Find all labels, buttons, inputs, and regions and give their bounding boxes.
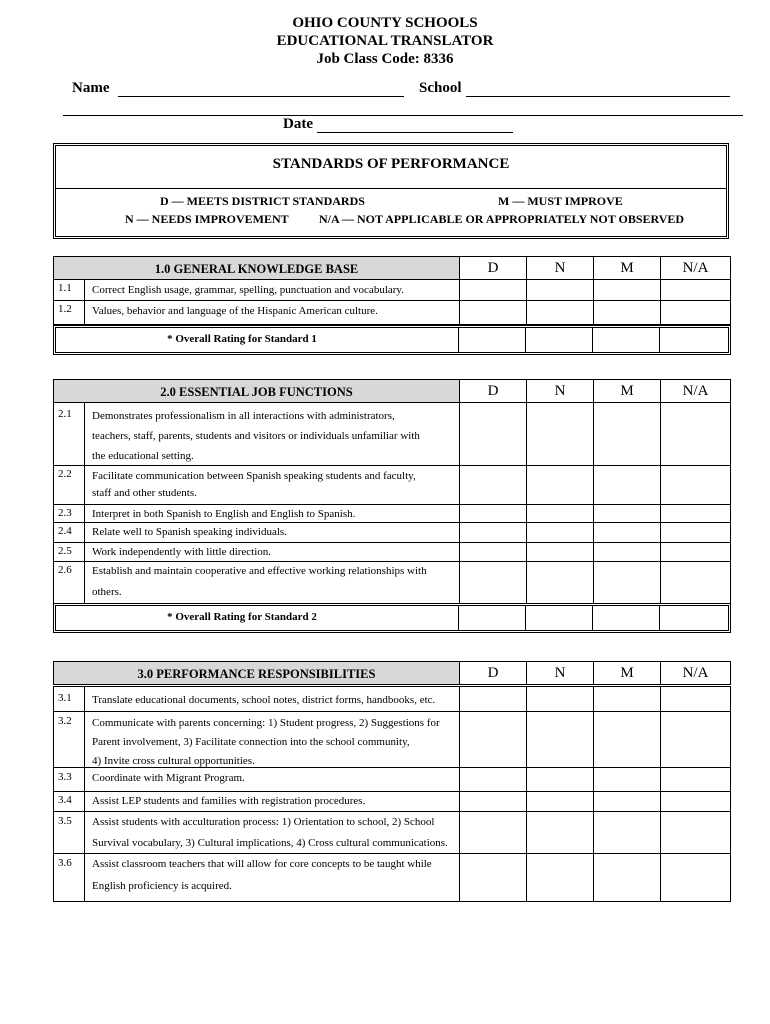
item-number: 3.1 [58,692,72,704]
item-number: 2.2 [58,468,72,480]
col-divider [526,280,527,324]
section-title: 1.0 GENERAL KNOWLEDGE BASE [154,262,359,276]
col-divider [659,606,660,630]
items-table [53,279,731,325]
item-text-line: Work independently with little direction. [92,546,272,558]
item-text-line: others. [92,586,122,598]
section-title: 3.0 PERFORMANCE RESPONSIBILITIES [137,667,376,681]
item-number: 2.4 [58,525,72,537]
item-text: Values, behavior and language of the Hispanic American culture. [92,305,378,317]
row-divider [54,711,730,712]
item-text-line: Facilitate communication between Spanish speaking students and faculty, [92,470,416,482]
item-number: 2.6 [58,564,72,576]
item-text-line: Relate well to Spanish speaking individuals. [92,526,287,538]
item-number: 3.3 [58,771,72,783]
item-text-line: teachers, staff, parents, students and visitors or individuals unfamiliar with [92,430,420,442]
item-number: 1.1 [58,282,72,294]
legend-d: D — MEETS DISTRICT STANDARDS [160,194,365,208]
col-divider [458,606,459,630]
col-n-header: N [526,380,593,402]
overall-rating-row [53,603,731,633]
name-field[interactable] [118,96,404,97]
standards-divider [56,188,726,189]
col-divider [660,280,661,324]
item-text-line: Establish and maintain cooperative and effective working relationships with [92,565,427,577]
school-label: School [419,80,462,96]
item-number: 2.1 [58,408,72,420]
col-divider [660,687,661,901]
col-m-header: M [593,380,660,402]
section-header [53,661,731,685]
col-n-header: N [526,257,593,279]
legend-n: N — NEEDS IMPROVEMENT [125,212,289,226]
position-title: EDUCATIONAL TRANSLATOR [276,33,494,49]
standards-title: STANDARDS OF PERFORMANCE [272,156,510,172]
item-text-line: Demonstrates professionalism in all interactions with administrators, [92,410,395,422]
col-divider [593,687,594,901]
item-text-line: Assist students with acculturation process: 1) Orientation to school, 2) School [92,816,435,828]
school-field[interactable] [466,96,730,97]
item-text-line: Interpret in both Spanish to English and English to Spanish. [92,508,356,520]
item-text-line: Survival vocabulary, 3) Cultural implications, 4) Cross cultural communications. [92,837,448,849]
col-divider [525,328,526,352]
name-label: Name [72,80,110,96]
col-d-header: D [459,257,526,279]
col-d-header: D [459,662,526,684]
col-na-header: N/A [660,257,730,279]
col-n-header: N [526,662,593,684]
item-text-line: Translate educational documents, school notes, district forms, handbooks, etc. [92,694,436,706]
col-divider [593,280,594,324]
item-text-line: English proficiency is acquired. [92,880,232,892]
overall-rating-row [53,325,731,355]
col-d-header: D [459,380,526,402]
standards-box [53,143,729,239]
item-text-line: Communicate with parents concerning: 1) Student progress, 2) Suggestions for [92,717,440,729]
col-divider [592,606,593,630]
num-col-divider [84,403,85,603]
items-table [53,686,731,902]
item-number: 3.4 [58,794,72,806]
date-label: Date [283,116,313,132]
overall-rating-label: * Overall Rating for Standard 1 [167,333,317,345]
legend-na: N/A — NOT APPLICABLE OR APPROPRIATELY NOT OBSERVED [319,212,685,226]
section-header [53,379,731,403]
section-header [53,256,731,280]
col-na-header: N/A [660,662,730,684]
col-divider [526,403,527,603]
num-col-divider [84,280,85,324]
item-text-line: Parent involvement, 3) Facilitate connection into the school community, [92,736,410,748]
item-text-line: the educational setting. [92,450,194,462]
col-m-header: M [593,257,660,279]
legend-m: M — MUST IMPROVE [498,194,623,208]
item-text-line: 4) Invite cross cultural opportunities. [92,755,255,767]
col-m-header: M [593,662,660,684]
col-divider [458,328,459,352]
item-text-line: staff and other students. [92,487,197,499]
section-title: 2.0 ESSENTIAL JOB FUNCTIONS [160,385,353,399]
item-text-line: Coordinate with Migrant Program. [92,772,245,784]
col-divider [525,606,526,630]
col-divider [660,403,661,603]
item-number: 2.3 [58,507,72,519]
overall-rating-label: * Overall Rating for Standard 2 [167,611,317,623]
items-table [53,402,731,604]
col-divider [592,328,593,352]
item-number: 2.5 [58,545,72,557]
col-divider [526,687,527,901]
job-class-code: Job Class Code: 8336 [316,51,454,67]
col-divider [659,328,660,352]
col-divider [593,403,594,603]
school-district-title: OHIO COUNTY SCHOOLS [292,15,478,31]
date-field[interactable] [317,132,513,133]
item-number: 3.5 [58,815,72,827]
num-col-divider [84,687,85,901]
item-text-line: Assist LEP students and families with registration procedures. [92,795,366,807]
item-text: Correct English usage, grammar, spelling, punctuation and vocabulary. [92,284,404,296]
item-number: 3.6 [58,857,72,869]
col-na-header: N/A [660,380,730,402]
item-number: 1.2 [58,303,72,315]
item-text-line: Assist classroom teachers that will allow for core concepts to be taught while [92,858,432,870]
item-number: 3.2 [58,715,72,727]
header-divider [63,115,743,116]
